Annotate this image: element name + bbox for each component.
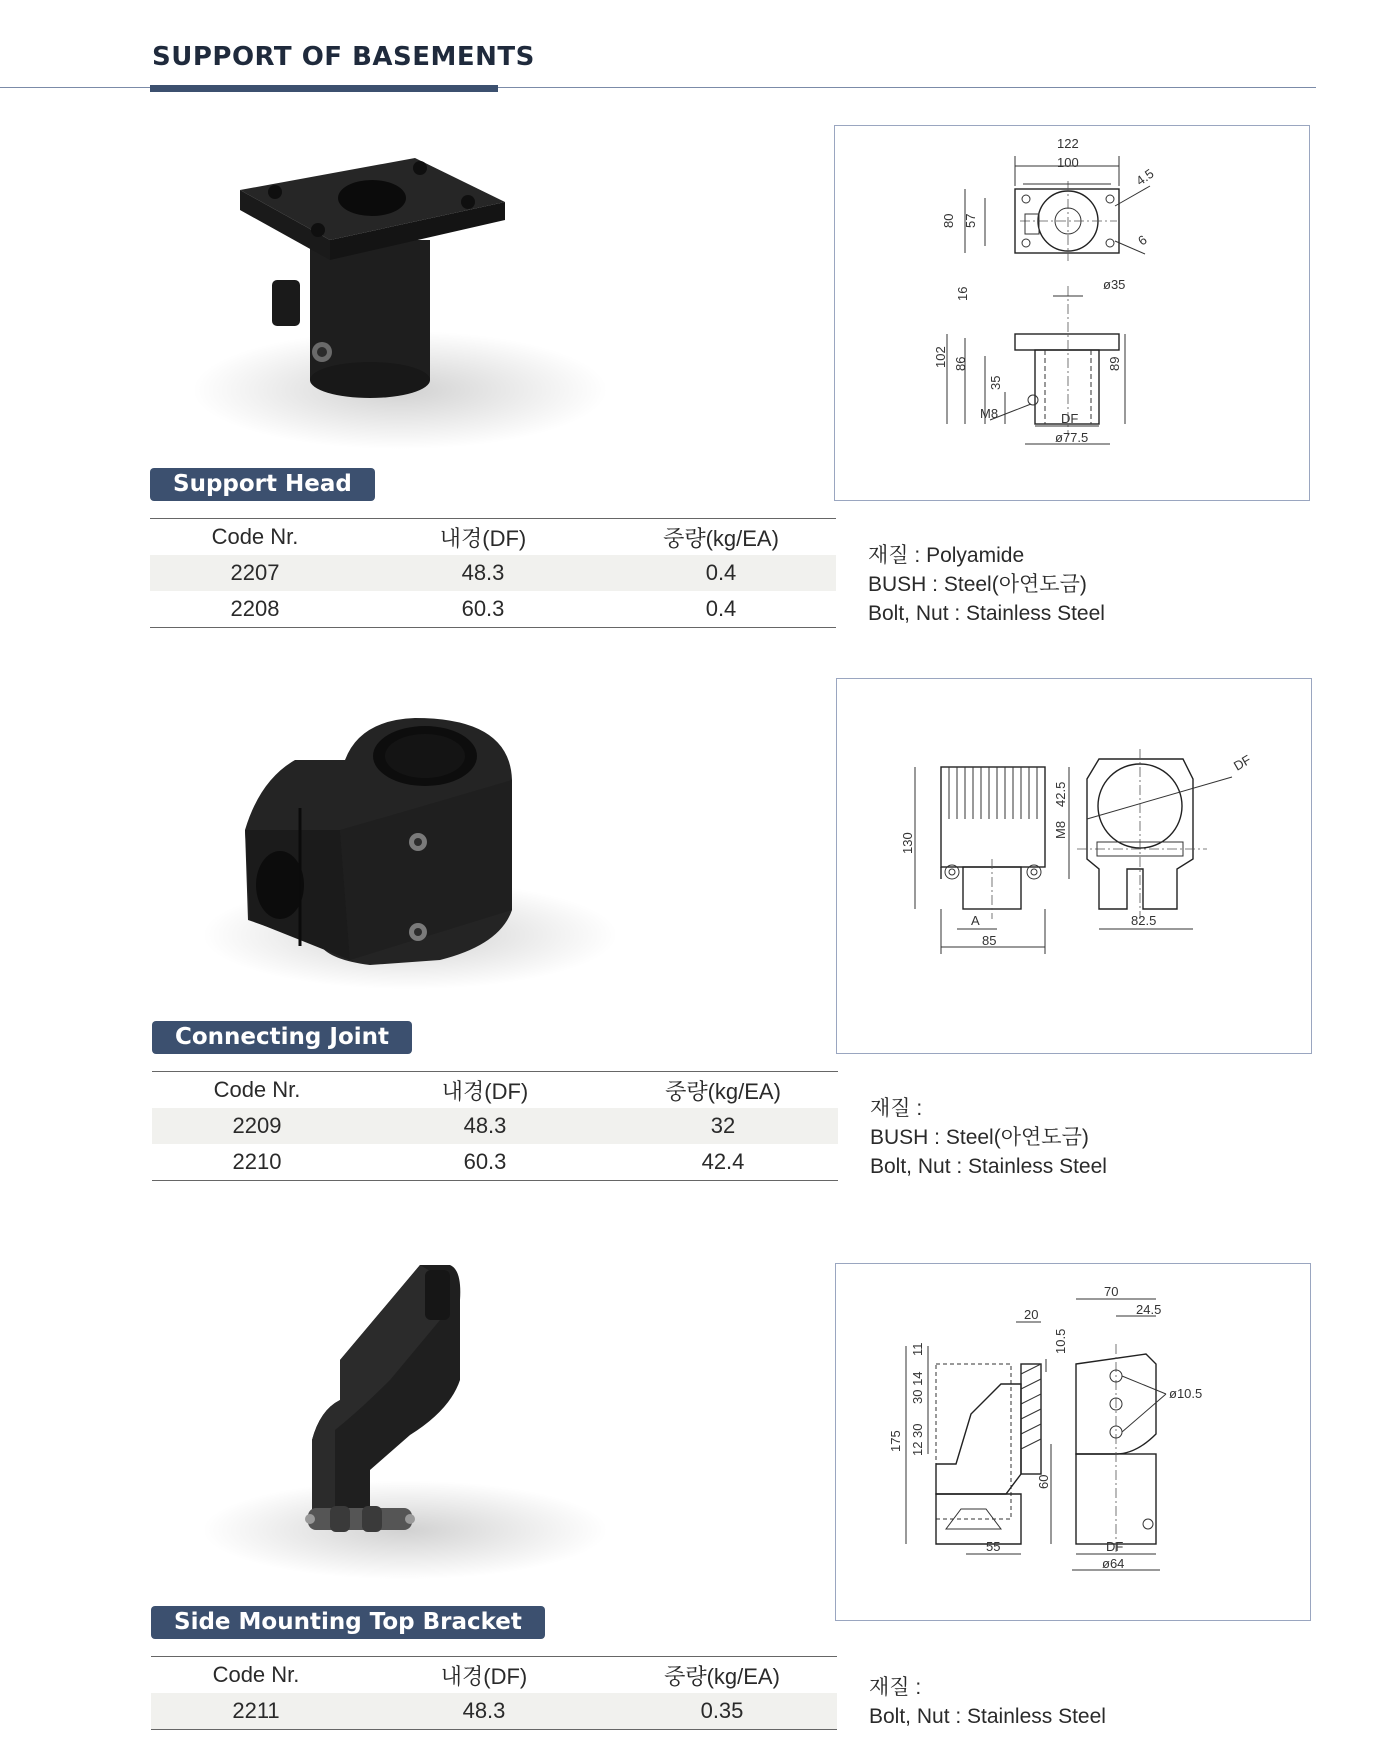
product-label: Connecting Joint (152, 1021, 412, 1054)
svg-text:100: 100 (1057, 155, 1079, 170)
cell-weight: 0.35 (607, 1693, 837, 1730)
cell-df: 48.3 (362, 1108, 608, 1144)
material-line: 재질 : (870, 1097, 923, 1120)
table-row (152, 1108, 838, 1144)
support-head-drawing (834, 125, 1310, 501)
svg-text:16: 16 (955, 286, 970, 301)
svg-text:86: 86 (953, 356, 968, 371)
spec-table (150, 518, 836, 628)
material-line: BUSH : Steel(아연도금) (868, 573, 1087, 596)
table-header-row (151, 1657, 837, 1694)
svg-text:82.5: 82.5 (1131, 913, 1157, 928)
spec-table (151, 1656, 837, 1730)
svg-text:4.5: 4.5 (1133, 165, 1157, 189)
cell-weight: 42.4 (608, 1144, 838, 1181)
svg-text:DF: DF (1106, 1539, 1124, 1554)
cell-weight: 0.4 (606, 591, 836, 628)
cell-code: 2209 (152, 1108, 362, 1144)
svg-text:ø77.5: ø77.5 (1055, 430, 1089, 445)
table-header-row (150, 519, 836, 556)
column-header-code: Code Nr. (151, 1657, 361, 1694)
cell-df: 48.3 (360, 555, 606, 591)
svg-text:57: 57 (963, 213, 978, 228)
svg-text:10.5: 10.5 (1053, 1328, 1068, 1354)
material-line: 재질 : (869, 1676, 922, 1699)
svg-text:11: 11 (910, 1342, 925, 1356)
svg-text:M8: M8 (980, 406, 999, 421)
cell-df: 60.3 (360, 591, 606, 628)
connecting-joint-drawing (836, 678, 1312, 1054)
column-header-code: Code Nr. (152, 1072, 362, 1109)
material-line: 재질 : Polyamide (868, 544, 1025, 567)
svg-text:175: 175 (888, 1430, 903, 1452)
svg-text:42.5: 42.5 (1053, 781, 1068, 807)
svg-text:DF: DF (1231, 751, 1254, 774)
materials-list (869, 1673, 1106, 1731)
table-row (151, 1693, 837, 1730)
column-header-weight: 중량(kg/EA) (608, 1072, 838, 1109)
material-line: Bolt, Nut : Stainless Steel (869, 1705, 1106, 1728)
connecting-joint-photo (240, 710, 520, 980)
cell-weight: 0.4 (606, 555, 836, 591)
cell-df: 48.3 (361, 1693, 607, 1730)
material-line: BUSH : Steel(아연도금) (870, 1126, 1089, 1149)
svg-text:122: 122 (1057, 136, 1079, 151)
svg-text:M8: M8 (1053, 820, 1068, 839)
svg-text:60: 60 (1036, 1474, 1051, 1489)
table-row (150, 591, 836, 628)
cell-weight: 32 (608, 1108, 838, 1144)
svg-text:35: 35 (988, 375, 1003, 390)
svg-text:55: 55 (986, 1539, 1001, 1554)
materials-list (870, 1094, 1107, 1181)
cell-code: 2211 (151, 1693, 361, 1730)
product-label: Side Mounting Top Bracket (151, 1606, 545, 1639)
column-header-df: 내경(DF) (362, 1072, 608, 1109)
svg-text:85: 85 (982, 933, 997, 948)
material-line: Bolt, Nut : Stainless Steel (870, 1155, 1107, 1178)
column-header-weight: 중량(kg/EA) (606, 519, 836, 556)
column-header-weight: 중량(kg/EA) (607, 1657, 837, 1694)
product-label: Support Head (150, 468, 375, 501)
svg-text:A: A (971, 913, 980, 928)
svg-text:24.5: 24.5 (1136, 1302, 1162, 1317)
side-mounting-bracket-photo (300, 1260, 490, 1560)
column-header-code: Code Nr. (150, 519, 360, 556)
table-row (150, 555, 836, 591)
cell-code: 2207 (150, 555, 360, 591)
svg-text:130: 130 (900, 832, 915, 854)
spec-table (152, 1071, 838, 1181)
svg-text:ø10.5: ø10.5 (1169, 1386, 1203, 1401)
cell-code: 2208 (150, 591, 360, 628)
svg-text:12: 12 (910, 1441, 925, 1456)
column-header-df: 내경(DF) (360, 519, 606, 556)
svg-text:102: 102 (933, 346, 948, 368)
column-header-df: 내경(DF) (361, 1657, 607, 1694)
svg-text:89: 89 (1107, 356, 1122, 371)
cell-df: 60.3 (362, 1144, 608, 1181)
svg-text:ø35: ø35 (1103, 277, 1126, 292)
side-mounting-bracket-drawing (835, 1263, 1311, 1621)
svg-text:80: 80 (941, 213, 956, 228)
svg-text:6: 6 (1135, 232, 1150, 249)
svg-text:30: 30 (910, 1423, 925, 1438)
page-title: SUPPORT OF BASEMENTS (152, 42, 535, 72)
materials-list (868, 541, 1105, 628)
svg-text:30 14: 30 14 (910, 1371, 925, 1404)
table-header-row (152, 1072, 838, 1109)
cell-code: 2210 (152, 1144, 362, 1181)
table-row (152, 1144, 838, 1181)
svg-text:ø64: ø64 (1102, 1556, 1125, 1571)
svg-text:70: 70 (1104, 1284, 1119, 1299)
title-rule-accent (150, 85, 498, 92)
svg-text:DF: DF (1061, 411, 1079, 426)
support-head-photo (230, 140, 530, 410)
material-line: Bolt, Nut : Stainless Steel (868, 602, 1105, 625)
svg-text:20: 20 (1024, 1307, 1039, 1322)
